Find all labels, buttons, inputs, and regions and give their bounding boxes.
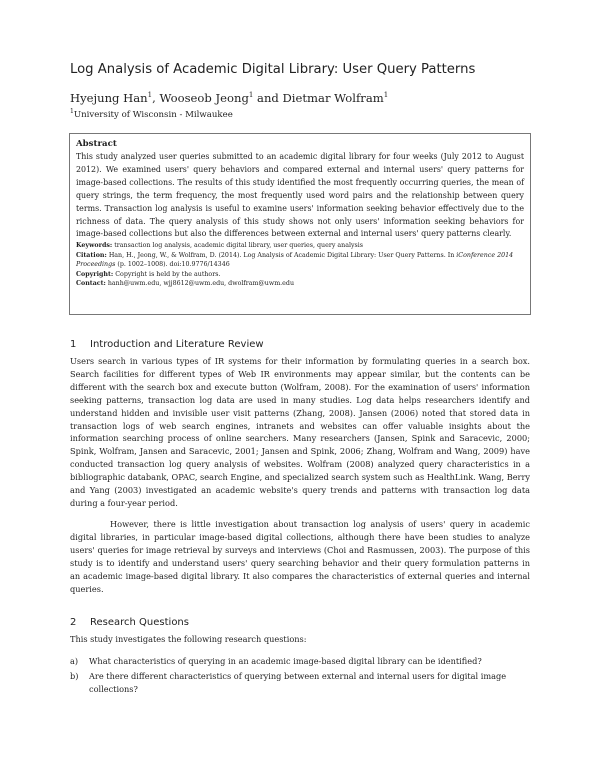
author-separator: , (152, 91, 160, 105)
citation-proceedings: iConference 2014 Proceedings (76, 251, 514, 269)
paper-title: Log Analysis of Academic Digital Library: User Query Patterns (70, 62, 476, 77)
research-questions-intro: This study investigates the following research questions: (70, 634, 307, 644)
list-item (70, 655, 530, 668)
copyright-line (76, 270, 524, 280)
section-heading-research-questions (70, 617, 189, 628)
author-name: Hyejung Han (70, 91, 148, 105)
affiliation (70, 108, 233, 120)
research-question-list (70, 655, 530, 698)
affiliation-text: University of Wisconsin - Milwaukee (73, 109, 233, 120)
abstract-box (69, 133, 531, 315)
keywords-line (76, 241, 524, 251)
intro-paragraph-1: Users search in various types of IR systems for their information by formulating queries in a search box. Search facilities for different types of Web IR environments may appear similar, but the contents can be different with the search box and execute button (Wolfram, 2008). For the examination of users' information seeking patterns, transaction log data are used in many studies. Log data helps researchers identify and understand hidden and invisible user visit patterns (Zhang, 2008). Jansen (2006) noted that stored data in transaction logs of web search engines, intranets and websites can offer valuable insights about the information searching process of online searchers. Many researchers (Jansen, Spink and Saracevic, 2000; Spink, Wolfram, Jansen and Saracevic, 2001; Jansen and Spink, 2006; Zhang, Wolfram and Wang, 2009) have conducted transaction log query analysis of websites. Wolfram (2008) analyzed query characteristics in a bibliographic databank, OPAC, search Engine, and specialized search system such as HealthLink. Wang, Berry and Yang (2003) investigated an academic website's query trends and patterns with transaction log data during a four-year period. (70, 356, 531, 508)
citation-label: Citation: (76, 251, 107, 259)
keywords-label: Keywords: (76, 242, 113, 250)
copyright-text: Copyright is held by the authors. (115, 270, 221, 278)
contact-line (76, 279, 524, 289)
question-text: Are there different characteristics of querying between external and internal users for digital image collections? (89, 670, 507, 694)
section-title: Research Questions (90, 617, 189, 628)
author-affiliation-mark: 1 (383, 91, 389, 100)
author-affiliation-mark: 1 (248, 91, 254, 100)
list-item (70, 670, 530, 696)
contact-emails: hanh@uwm.edu, wjj8612@uwm.edu, dwolfram@uwm.edu (107, 280, 294, 288)
author-separator: and (253, 91, 283, 105)
abstract-heading: Abstract (76, 139, 117, 149)
author-name: Wooseob Jeong (159, 91, 249, 105)
keywords-text: transaction log analysis, academic digital library, user queries, query analysis (114, 242, 364, 250)
affiliation-mark: 1 (70, 108, 74, 115)
abstract-text: This study analyzed user queries submitted to an academic digital library for four weeks (July 2012 to August 2012). We examined users' query behaviors and compared external and internal users' query patterns for image-based collections. The results of this study identified the most frequently occurring queries, the mean of query strings, the term frequency, the most frequently used word pairs and the relationship between query terms. Transaction log analysis is useful to examine users' information seeking behavior effectively due to the richness of data. The query analysis of this study shows not only users' information seeking behaviors for image-based collections but also the differences between external and internal users' query patterns clearly. (76, 152, 524, 239)
author-name: Dietmar Wolfram (282, 91, 384, 105)
author-affiliation-mark: 1 (147, 91, 153, 100)
question-text: What characteristics of querying in an academic image-based digital library can be identified? (89, 656, 482, 666)
citation-line (76, 251, 524, 270)
author-list (70, 91, 388, 105)
section-number: 1 (70, 339, 77, 350)
section-heading-introduction (70, 339, 264, 350)
intro-paragraph-2: However, there is little investigation about transaction log analysis of users' query in academic digital libraries, in particular image-based digital collections, although there have been studies to analyze users' queries for image retrieval by surveys and interviews (Choi and Rasmussen, 2003). The purpose of this study is to identify and understand users' query searching behavior and their query formulation patterns in an academic image-based digital library. It also compares the characteristics of external queries and internal queries. (70, 519, 530, 594)
section-number: 2 (70, 617, 77, 628)
copyright-label: Copyright: (76, 270, 114, 278)
section-title: Introduction and Literature Review (90, 339, 264, 350)
list-marker: b) (70, 670, 79, 681)
citation-text: Han, H., Jeong, W., & Wolfram, D. (2014). Log Analysis of Academic Digital Library: User Query Patterns. In (108, 251, 455, 259)
citation-pages-doi: (p. 1002–1008). doi:10.9776/14346 (117, 261, 230, 269)
list-marker: a) (70, 656, 79, 666)
contact-label: Contact: (76, 280, 106, 288)
